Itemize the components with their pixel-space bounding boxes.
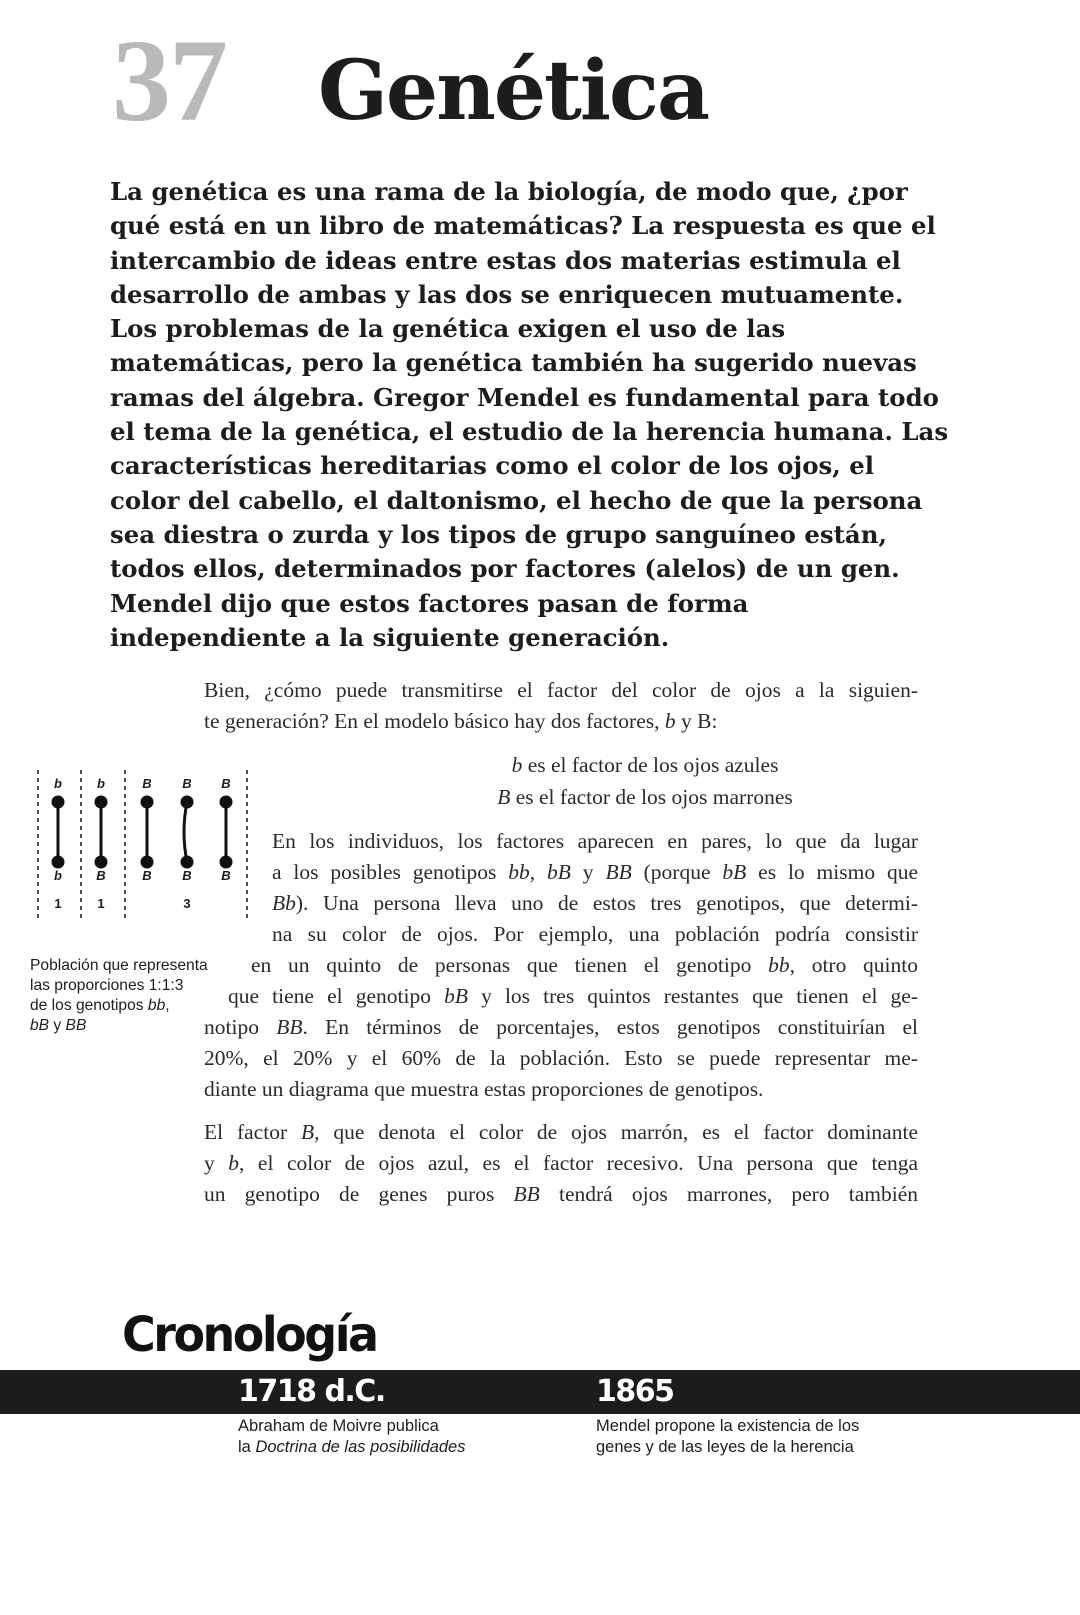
timeline-event: Abraham de Moivre publica la Doctrina de las posibilidades bbox=[238, 1417, 466, 1456]
body-paragraph-3 bbox=[204, 1117, 918, 1210]
figure-caption: Población que representa las proporciones 1:1:3 de los genotipos bb, bB y BB bbox=[30, 957, 208, 1034]
body-line: En los individuos, los factores aparecen en pares, lo que da lugar bbox=[272, 829, 918, 853]
intro-line: intercambio de ideas entre estas dos materias estimula el bbox=[110, 245, 901, 275]
genotype-count: 1 bbox=[97, 896, 105, 911]
intro-paragraph bbox=[110, 175, 970, 655]
body-line: El factor B, que denota el color de ojos marrón, es el factor dominante bbox=[204, 1120, 918, 1144]
intro-line: matemáticas, pero la genética también ha sugerido nuevas bbox=[110, 348, 917, 378]
body-line: notipo BB. En términos de porcentajes, estos genotipos constituirían el bbox=[204, 1015, 918, 1039]
body-line: que tiene el genotipo bB y los tres quintos restantes que tienen el ge- bbox=[228, 984, 918, 1008]
factor-blue: b es el factor de los ojos azules bbox=[511, 753, 779, 777]
body-line: na su color de ojos. Por ejemplo, una población podría consistir bbox=[272, 922, 918, 946]
allele-label: B bbox=[182, 868, 192, 883]
body-line: te generación? En el modelo básico hay dos factores, b y B: bbox=[204, 709, 718, 733]
factor-brown: B es el factor de los ojos marrones bbox=[497, 785, 793, 809]
allele-label: B bbox=[221, 868, 231, 883]
chromosome-pair bbox=[184, 802, 187, 862]
allele-dot bbox=[53, 797, 63, 807]
intro-line: el tema de la genética, el estudio de la herencia humana. Las bbox=[110, 417, 949, 447]
body-line: a los posibles genotipos bb, bB y BB (porque bB es lo mismo que bbox=[272, 860, 919, 884]
timeline-year: 1718 d.C. bbox=[238, 1374, 385, 1409]
chronology-bar bbox=[0, 1370, 1080, 1414]
genotype-count: 1 bbox=[54, 896, 62, 911]
timeline-event: Mendel propone la existencia de los genes y de las leyes de la herencia bbox=[596, 1417, 860, 1456]
allele-dot bbox=[182, 857, 192, 867]
allele-dot bbox=[221, 857, 231, 867]
body-line: 20%, el 20% y el 60% de la población. Esto se puede representar me- bbox=[204, 1046, 918, 1070]
genotype-count: 3 bbox=[183, 896, 191, 911]
body-line: Bb). Una persona lleva uno de estos tres genotipos, que determi- bbox=[272, 891, 918, 915]
body-line: en un quinto de personas que tienen el genotipo bb, otro quinto bbox=[251, 953, 918, 977]
allele-dot bbox=[96, 797, 106, 807]
allele-dot bbox=[142, 857, 152, 867]
allele-label: B bbox=[142, 776, 152, 791]
intro-line: qué está en un libro de matemáticas? La respuesta es que el bbox=[110, 211, 936, 241]
genotype-diagram bbox=[30, 770, 260, 940]
timeline-year: 1865 bbox=[596, 1374, 674, 1409]
chapter-title: Genética bbox=[318, 43, 709, 139]
intro-line: ramas del álgebra. Gregor Mendel es fundamental para todo bbox=[110, 382, 939, 412]
allele-dot bbox=[53, 857, 63, 867]
chapter-number: 37 bbox=[112, 15, 226, 146]
intro-line: Mendel dijo que estos factores pasan de forma bbox=[110, 588, 749, 618]
factor-definitions bbox=[380, 749, 910, 813]
intro-line: desarrollo de ambas y las dos se enriquecen mutuamente. bbox=[110, 279, 904, 309]
allele-label: b bbox=[54, 776, 62, 791]
allele-dot bbox=[142, 797, 152, 807]
body-line: Bien, ¿cómo puede transmitirse el factor del color de ojos a la siguien- bbox=[204, 678, 918, 702]
allele-dot bbox=[221, 797, 231, 807]
allele-label: b bbox=[54, 868, 62, 883]
body-line: diante un diagrama que muestra estas proporciones de genotipos. bbox=[204, 1077, 764, 1101]
allele-dot bbox=[182, 797, 192, 807]
allele-label: B bbox=[96, 868, 106, 883]
allele-dot bbox=[96, 857, 106, 867]
allele-label: B bbox=[182, 776, 192, 791]
intro-line: sea diestra o zurda y los tipos de grupo sanguíneo están, bbox=[110, 519, 887, 549]
allele-label: B bbox=[142, 868, 152, 883]
intro-line: La genética es una rama de la biología, de modo que, ¿por bbox=[110, 177, 908, 206]
intro-line: Los problemas de la genética exigen el uso de las bbox=[110, 314, 786, 344]
allele-label: B bbox=[221, 776, 231, 791]
intro-line: independiente a la siguiente generación. bbox=[110, 622, 670, 652]
allele-label: b bbox=[97, 776, 105, 791]
body-line: un genotipo de genes puros BB tendrá ojos marrones, pero también bbox=[204, 1182, 918, 1206]
chronology-title: Cronología bbox=[122, 1305, 377, 1363]
intro-line: color del cabello, el daltonismo, el hecho de que la persona bbox=[110, 485, 923, 515]
intro-line: todos ellos, determinados por factores (alelos) de un gen. bbox=[110, 554, 900, 584]
body-paragraph-1 bbox=[204, 675, 918, 737]
intro-line: características hereditarias como el color de los ojos, el bbox=[110, 451, 874, 481]
body-line: y b, el color de ojos azul, es el factor recesivo. Una persona que tenga bbox=[204, 1151, 919, 1175]
